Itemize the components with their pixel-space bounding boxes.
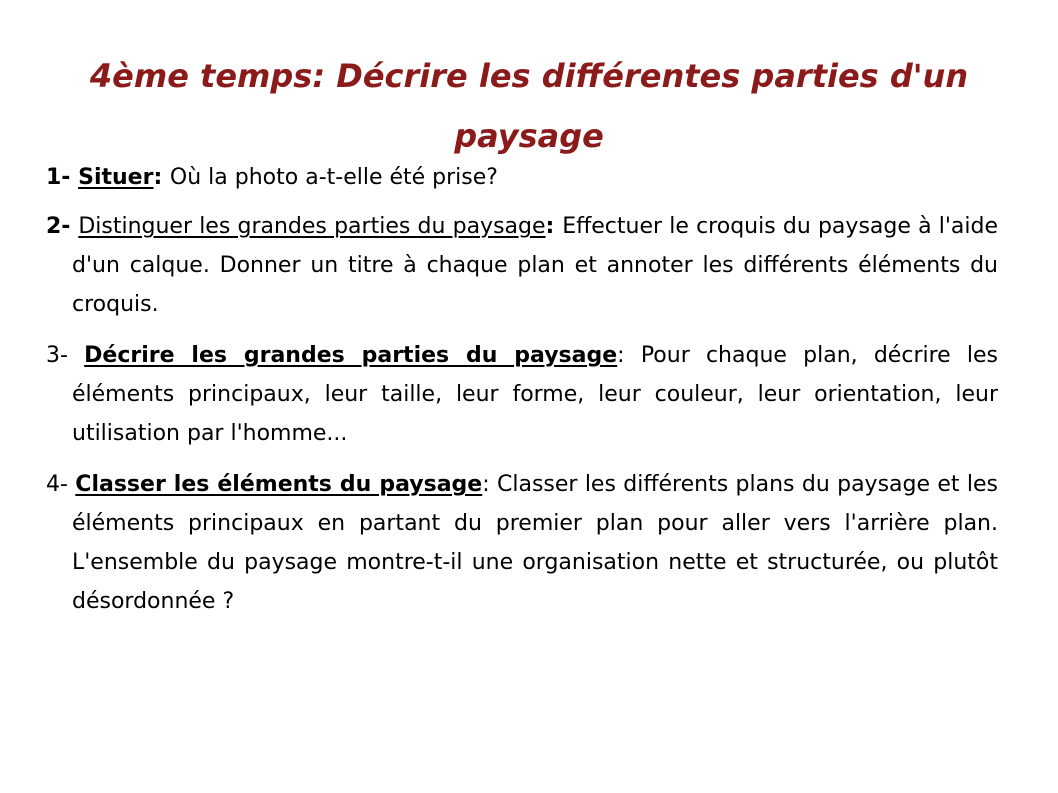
step-item-3: [46, 336, 998, 453]
step-item-2: [46, 207, 998, 324]
step-text: Pour chaque plan, décrire les éléments principaux, leur taille, leur forme, leur couleur, leur orientation, leur utilisation par l'homme...: [72, 343, 999, 446]
slide-title: 4ème temps: Décrire les différentes parties d'un paysage: [89, 57, 969, 155]
step-text: Classer les différents plans du paysage et les éléments principaux en partant du premier plan pour aller vers l'arrière plan. L'ensemble du paysage montre-t-il une organisation nette et structurée, ou plutôt désordonnée ?: [72, 472, 999, 614]
steps-list: [46, 158, 998, 633]
step-text: Où la photo a-t-elle été prise?: [169, 165, 498, 190]
step-number: 1-: [46, 165, 79, 190]
step-text: Effectuer le croquis du paysage à l'aide d'un calque. Donner un titre à chaque plan et annoter les différents éléments du croquis.: [72, 214, 999, 317]
step-colon: :: [617, 343, 641, 368]
step-colon: :: [545, 214, 563, 239]
step-item-4: [46, 465, 998, 621]
step-term: Classer les éléments du paysage: [75, 472, 483, 497]
step-term: Distinguer les grandes parties du paysage: [78, 214, 546, 239]
step-colon: :: [153, 165, 170, 190]
step-number: 4-: [46, 472, 76, 497]
step-term: Décrire les grandes parties du paysage: [84, 343, 618, 368]
step-colon: :: [482, 472, 497, 497]
step-number: 2-: [46, 214, 79, 239]
step-term: Situer: [78, 165, 154, 190]
step-item-1: [46, 158, 998, 197]
step-number: 3-: [46, 343, 85, 368]
